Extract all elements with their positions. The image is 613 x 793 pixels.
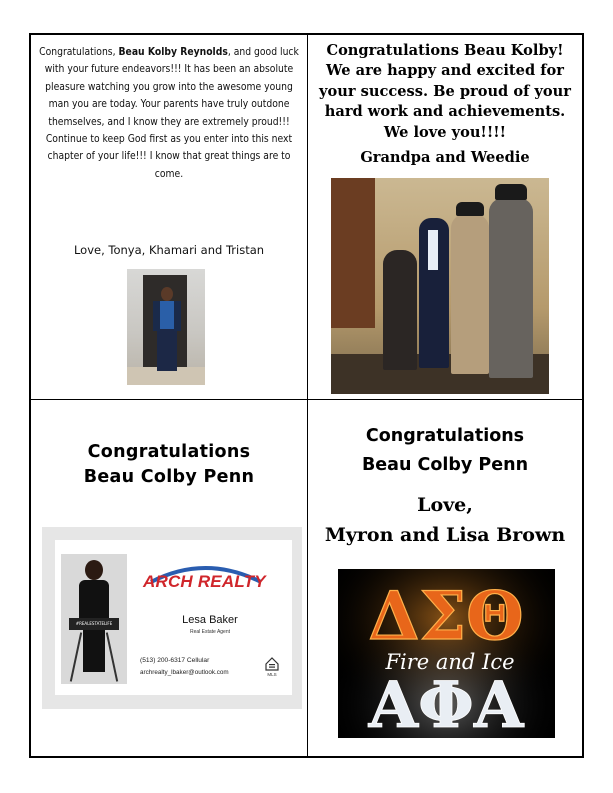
agent-phone: (513) 200-6317 Cellular <box>140 657 210 664</box>
logo-text: ARCH REALTY <box>143 572 266 591</box>
signature-line-2: Myron and Lisa Brown <box>324 524 566 546</box>
brown-signature <box>308 490 582 550</box>
grandpa-message-line: We love you!!!! <box>383 123 507 141</box>
message-body: , and good luck with your future endeavors!!! It has been an absolute pleasure watching you grow into the awesome young man you are today. Your parents have truly outdone themselves, and I know they are extremely proud!!! Continue to keep God first as you enter into this next chapter of your life!!! I know that great things are to come. <box>44 45 299 180</box>
heading-line-1: Congratulations <box>87 442 251 462</box>
message-prefix: Congratulations, <box>39 45 119 58</box>
equal-housing-icon <box>263 655 281 677</box>
tonya-message <box>39 43 299 182</box>
business-card-frame <box>42 527 302 709</box>
grandpa-message-cell <box>308 35 582 400</box>
brown-message-cell <box>308 400 582 756</box>
agent-photo <box>61 554 127 684</box>
realtor-cell <box>31 400 308 756</box>
grandpa-message-line: We are happy and excited for <box>326 62 564 80</box>
ice-letters: ΑΦΑ <box>368 668 524 738</box>
agent-photo-sign: #REALESTATELIFE <box>69 618 119 630</box>
grandpa-signature: Grandpa and Weedie <box>360 149 530 166</box>
tonya-signature: Love, Tonya, Khamari and Tristan <box>73 243 265 257</box>
fire-and-ice-script: Fire and Ice <box>385 650 515 674</box>
grandpa-message-line: Congratulations Beau Kolby! <box>326 42 564 59</box>
business-card <box>55 540 292 695</box>
tonya-message-cell <box>31 35 308 400</box>
grandpa-message-line: your success. Be proud of your <box>319 82 571 100</box>
mls-badge: MLS <box>267 672 277 677</box>
family-photo <box>331 178 549 394</box>
congratulations-page <box>29 33 584 758</box>
grandpa-message <box>308 41 582 143</box>
brown-heading <box>308 422 582 480</box>
grandpa-message-line: hard work and achievements. <box>324 103 566 121</box>
heading-line-2: Beau Colby Penn <box>83 467 255 487</box>
arch-realty-logo <box>143 560 269 596</box>
greek-letters-graphic <box>338 569 555 738</box>
fire-letters: ΔΣΘ <box>368 577 524 655</box>
agent-role: Real Estate Agent <box>189 629 231 635</box>
signature-line-1: Love, <box>417 494 473 516</box>
heading-line-1: Congratulations <box>365 426 525 446</box>
realtor-heading <box>31 440 307 490</box>
agent-email: archrealty_lbaker@outlook.com <box>140 669 229 676</box>
message-name: Beau Kolby Reynolds <box>118 45 228 58</box>
agent-name: Lesa Baker <box>182 614 238 626</box>
heading-line-2: Beau Colby Penn <box>361 455 529 475</box>
beau-photo <box>127 269 205 385</box>
